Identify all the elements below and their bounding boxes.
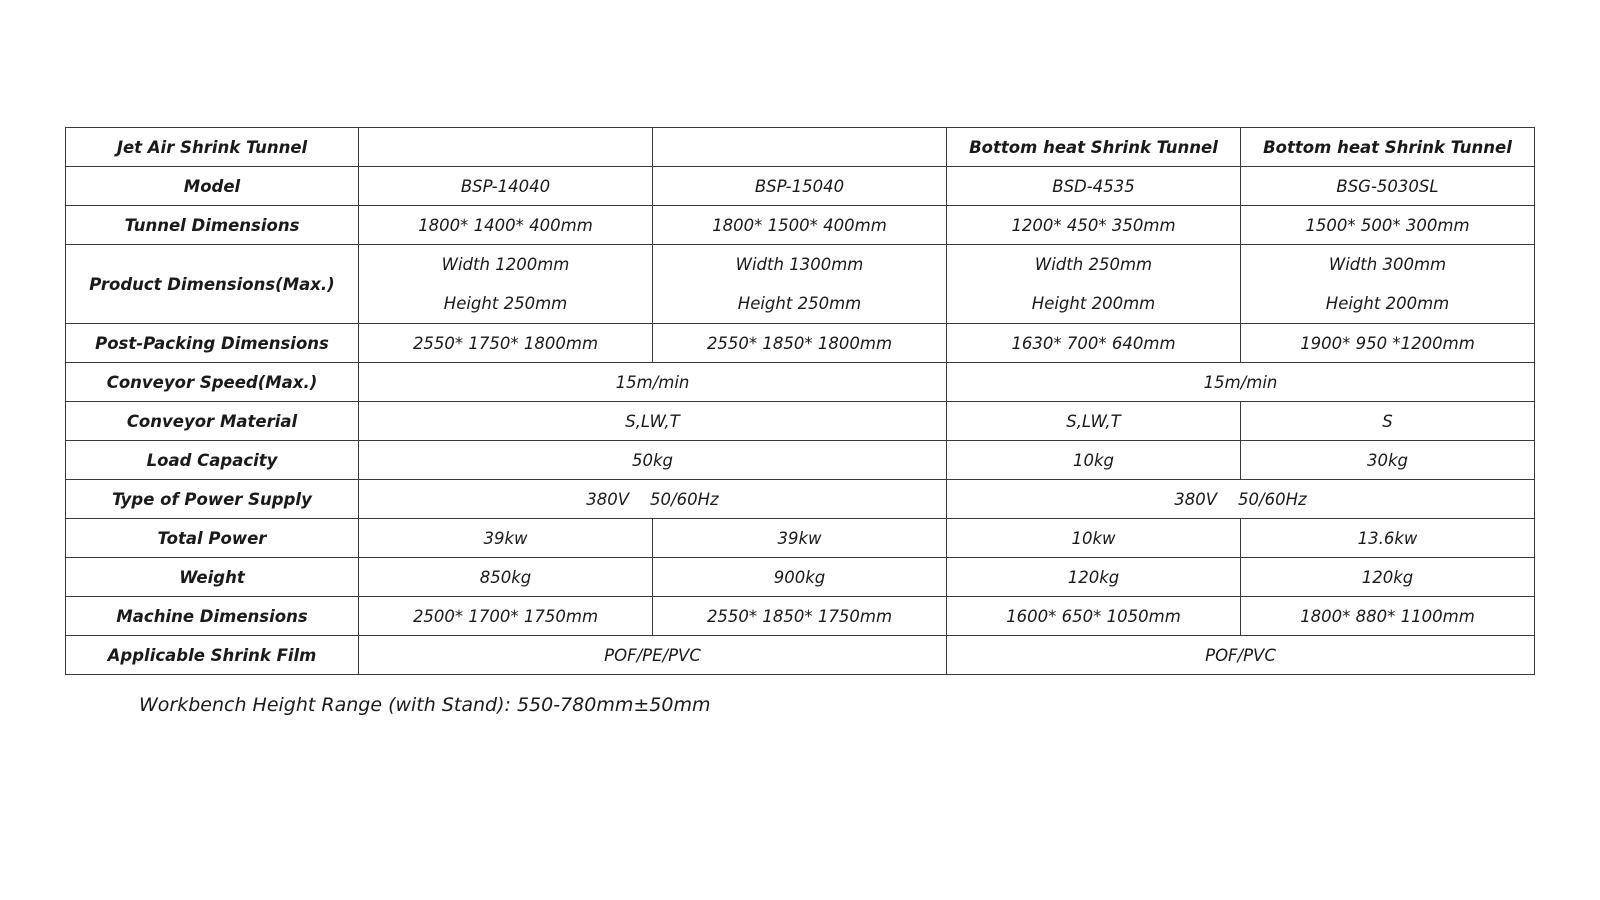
postpack-cell-3: 1630* 700* 640mm: [947, 324, 1241, 363]
weight-cell-4: 120kg: [1241, 558, 1535, 597]
power-cell-2: 39kw: [653, 519, 947, 558]
model-cell-3: BSD-4535: [947, 167, 1241, 206]
tunnel-cell-1: 1800* 1400* 400mm: [359, 206, 653, 245]
row-header-conveyor-material: Conveyor Material: [66, 402, 359, 441]
weight-cell-1: 850kg: [359, 558, 653, 597]
tunnel-cell-4: 1500* 500* 300mm: [1241, 206, 1535, 245]
material-cell-3: S,LW,T: [947, 402, 1241, 441]
product-height-4: Height 200mm: [1325, 294, 1450, 313]
table-row-model: [66, 167, 1535, 206]
table-row-power-supply: [66, 480, 1535, 519]
power-cell-4: 13.6kw: [1241, 519, 1535, 558]
row-header-conveyor-speed: Conveyor Speed(Max.): [66, 363, 359, 402]
product-cell-2: [653, 245, 947, 324]
model-cell-2: BSP-15040: [653, 167, 947, 206]
row-header-machine-dimensions: Machine Dimensions: [66, 597, 359, 636]
load-cell-4: 30kg: [1241, 441, 1535, 480]
row-header-power-supply: Type of Power Supply: [66, 480, 359, 519]
row-header-load-capacity: Load Capacity: [66, 441, 359, 480]
type-cell-3: Bottom heat Shrink Tunnel: [947, 128, 1241, 167]
machine-cell-3: 1600* 650* 1050mm: [947, 597, 1241, 636]
workbench-height-note: Workbench Height Range (with Stand): 550-780mm±50mm: [139, 694, 711, 716]
film-cell-34: POF/PVC: [947, 636, 1535, 675]
product-cell-1: [359, 245, 653, 324]
model-cell-1: BSP-14040: [359, 167, 653, 206]
supply-cell-34: 380V 50/60Hz: [947, 480, 1535, 519]
product-height-2: Height 250mm: [737, 294, 862, 313]
speed-cell-34: 15m/min: [947, 363, 1535, 402]
row-header-post-packing: Post-Packing Dimensions: [66, 324, 359, 363]
type-cell-4: Bottom heat Shrink Tunnel: [1241, 128, 1535, 167]
product-width-3: Width 250mm: [1034, 255, 1153, 274]
tunnel-cell-3: 1200* 450* 350mm: [947, 206, 1241, 245]
table-row-post-packing: [66, 324, 1535, 363]
spec-table: [65, 127, 1535, 675]
machine-cell-2: 2550* 1850* 1750mm: [653, 597, 947, 636]
row-header-type: Jet Air Shrink Tunnel: [66, 128, 359, 167]
power-cell-3: 10kw: [947, 519, 1241, 558]
table-row-tunnel-dimensions: [66, 206, 1535, 245]
table-row-total-power: [66, 519, 1535, 558]
postpack-cell-2: 2550* 1850* 1800mm: [653, 324, 947, 363]
table-row-weight: [66, 558, 1535, 597]
model-cell-4: BSG-5030SL: [1241, 167, 1535, 206]
table-row-shrink-film: [66, 636, 1535, 675]
table-row-machine-dimensions: [66, 597, 1535, 636]
row-header-weight: Weight: [66, 558, 359, 597]
material-cell-4: S: [1241, 402, 1535, 441]
weight-cell-2: 900kg: [653, 558, 947, 597]
load-cell-12: 50kg: [359, 441, 947, 480]
material-cell-12: S,LW,T: [359, 402, 947, 441]
machine-cell-1: 2500* 1700* 1750mm: [359, 597, 653, 636]
table-row-conveyor-speed: [66, 363, 1535, 402]
row-header-shrink-film: Applicable Shrink Film: [66, 636, 359, 675]
product-height-1: Height 250mm: [443, 294, 568, 313]
row-header-model: Model: [66, 167, 359, 206]
row-header-total-power: Total Power: [66, 519, 359, 558]
product-height-3: Height 200mm: [1031, 294, 1156, 313]
product-width-4: Width 300mm: [1328, 255, 1447, 274]
product-cell-3: [947, 245, 1241, 324]
speed-cell-12: 15m/min: [359, 363, 947, 402]
table-row-product-dimensions: [66, 245, 1535, 324]
product-width-1: Width 1200mm: [441, 255, 570, 274]
postpack-cell-1: 2550* 1750* 1800mm: [359, 324, 653, 363]
type-cell-1: [359, 128, 653, 167]
type-cell-2: [653, 128, 947, 167]
weight-cell-3: 120kg: [947, 558, 1241, 597]
table-row-conveyor-material: [66, 402, 1535, 441]
product-cell-4: [1241, 245, 1535, 324]
product-width-2: Width 1300mm: [735, 255, 864, 274]
row-header-product-dimensions: Product Dimensions(Max.): [66, 245, 359, 324]
table-row-load-capacity: [66, 441, 1535, 480]
row-header-tunnel-dimensions: Tunnel Dimensions: [66, 206, 359, 245]
supply-cell-12: 380V 50/60Hz: [359, 480, 947, 519]
tunnel-cell-2: 1800* 1500* 400mm: [653, 206, 947, 245]
postpack-cell-4: 1900* 950 *1200mm: [1241, 324, 1535, 363]
film-cell-12: POF/PE/PVC: [359, 636, 947, 675]
table-row-type: [66, 128, 1535, 167]
power-cell-1: 39kw: [359, 519, 653, 558]
load-cell-3: 10kg: [947, 441, 1241, 480]
machine-cell-4: 1800* 880* 1100mm: [1241, 597, 1535, 636]
